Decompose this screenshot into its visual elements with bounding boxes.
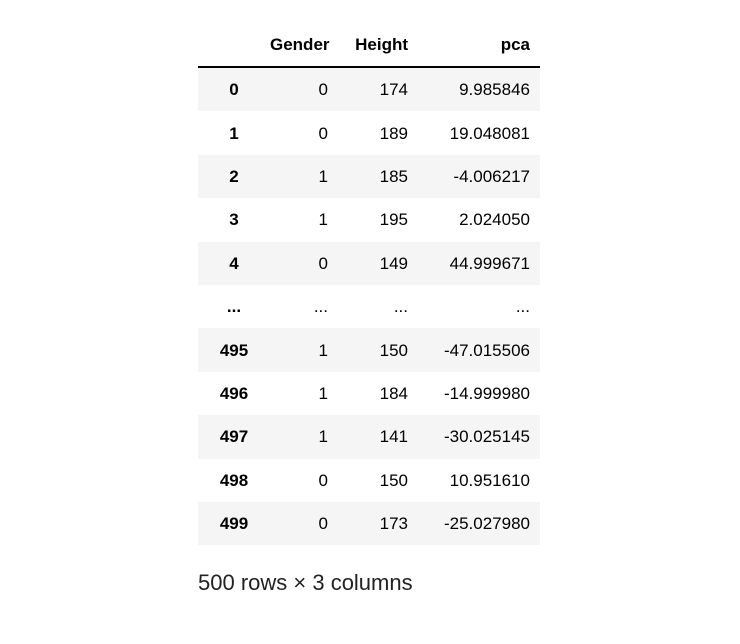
cell-height: 185 [379,166,408,186]
row-index: ... [226,297,242,317]
cell-gender: ... [313,297,328,317]
table-row [198,198,540,241]
cell-pca: 10.951610 [449,470,530,490]
table-row [198,242,540,285]
column-header-pca: pca [418,24,540,67]
cell-pca: -30.025145 [443,427,530,447]
cell-gender: 1 [318,166,328,186]
row-index: 495 [219,340,249,360]
cell-gender: 1 [318,383,328,403]
row-index: 0 [229,80,239,100]
table-row [198,111,540,154]
column-header-index [198,24,270,67]
cell-height: 149 [379,253,408,273]
table-row [198,502,540,545]
table-header [198,24,540,67]
row-index: 1 [229,123,239,143]
row-index: 2 [229,166,239,186]
cell-pca: -14.999980 [443,383,530,403]
cell-height: 195 [379,210,408,230]
cell-gender: 0 [318,470,328,490]
table-row [198,459,540,502]
cell-pca: ... [515,297,530,317]
cell-height: 150 [379,470,408,490]
cell-pca: 2.024050 [459,210,530,230]
table-row [198,415,540,458]
table-row-ellipsis [198,285,540,328]
column-header-height: Height [338,24,418,67]
cell-pca: -25.027980 [443,514,530,534]
cell-gender: 0 [318,253,328,273]
row-index: 3 [229,210,239,230]
header-row [198,24,540,67]
dataframe-output [198,24,540,545]
row-index: 498 [219,470,249,490]
table-row [198,372,540,415]
table-dimensions-summary: 500 rows × 3 columns [198,570,413,595]
cell-height: 173 [379,514,408,534]
column-header-gender: Gender [270,24,338,67]
cell-pca: 19.048081 [449,123,530,143]
table-row [198,67,540,111]
table-row [198,328,540,371]
cell-height: 174 [379,80,408,100]
cell-gender: 0 [318,80,328,100]
cell-height: ... [393,297,408,317]
dataframe-table [198,24,540,545]
row-index: 499 [219,514,249,534]
cell-height: 184 [379,383,408,403]
row-index: 496 [219,383,249,403]
cell-pca: 44.999671 [449,253,530,273]
cell-gender: 0 [318,123,328,143]
row-index: 4 [229,253,239,273]
cell-gender: 1 [318,210,328,230]
cell-height: 150 [379,340,408,360]
cell-pca: -4.006217 [453,166,530,186]
cell-gender: 0 [318,514,328,534]
row-index: 497 [219,427,249,447]
cell-height: 141 [379,427,408,447]
table-body [198,67,540,545]
cell-pca: 9.985846 [459,80,530,100]
cell-gender: 1 [318,427,328,447]
cell-gender: 1 [318,340,328,360]
table-row [198,155,540,198]
cell-height: 189 [379,123,408,143]
cell-pca: -47.015506 [443,340,530,360]
